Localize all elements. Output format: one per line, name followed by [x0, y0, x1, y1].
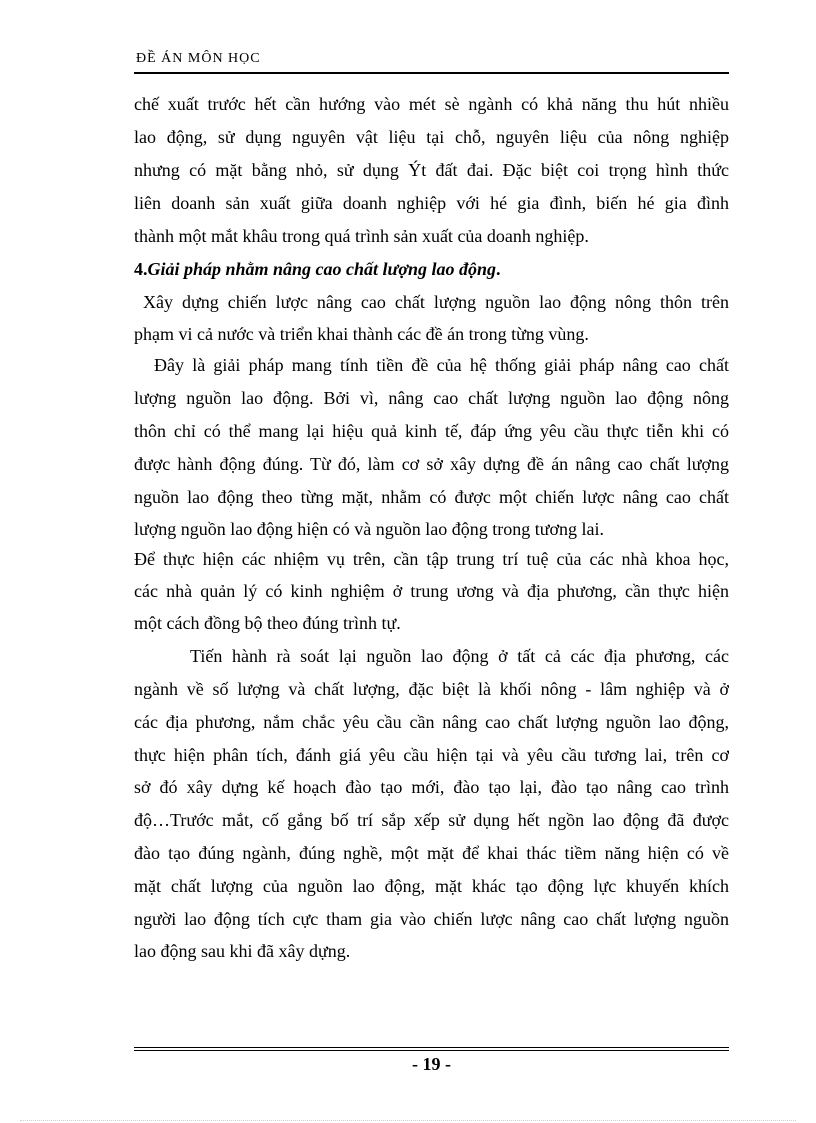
- body-line: Tiến hành rà soát lại nguồn lao động ở tất cả các địa phương, các: [190, 646, 729, 666]
- body-line: lao động, sử dụng nguyên vật liệu tại chỗ, nguyên liệu của nông nghiệp: [134, 127, 729, 147]
- footer-rule-top: [134, 1047, 729, 1048]
- heading-number: 4.: [134, 259, 148, 279]
- footer-rule-bottom: [134, 1050, 729, 1051]
- body-line: nguồn lao động theo từng mặt, nhằm có được một chiến lược nâng cao chất: [134, 487, 729, 507]
- heading-end: .: [496, 259, 501, 279]
- body-line: được hành động đúng. Từ đó, làm cơ sở xây dựng đề án nâng cao chất lượng: [134, 454, 729, 474]
- body-line: sở đó xây dựng kế hoạch đào tạo mới, đào tạo lại, đào tạo nâng cao trình: [134, 777, 729, 797]
- body-line: thôn chỉ có thể mang lại hiệu quả kinh tế, đáp ứng yêu cầu thực tiễn khi có: [134, 421, 729, 441]
- page-number: - 19 -: [412, 1054, 451, 1074]
- page-boundary: [20, 1120, 796, 1121]
- body-line: mặt chất lượng của nguồn lao động, mặt khác tạo động lực khuyến khích: [134, 876, 729, 896]
- body-line: Để thực hiện các nhiệm vụ trên, cần tập trung trí tuệ của các nhà khoa học,: [134, 549, 729, 569]
- body-line: thành một mắt khâu trong quá trình sản xuất của doanh nghiệp.: [134, 226, 589, 246]
- body-line: các nhà quản lý có kinh nghiệm ở trung ương và địa phương, cần thực hiện: [134, 581, 729, 601]
- body-line: Xây dựng chiến lược nâng cao chất lượng nguồn lao động nông thôn trên: [134, 292, 729, 312]
- body-line: đào tạo đúng ngành, đúng nghề, một mặt để khai thác tiềm năng hiện có về: [134, 843, 729, 863]
- body-line: phạm vi cả nước và triển khai thành các đề án trong từng vùng.: [134, 324, 589, 344]
- body-line: một cách đồng bộ theo đúng trình tự.: [134, 613, 401, 633]
- body-line: lao động sau khi đã xây dựng.: [134, 941, 351, 961]
- section-heading: [134, 253, 729, 285]
- heading-title: Giải pháp nhằm nâng cao chất lượng lao động: [147, 259, 497, 279]
- body-line: người lao động tích cực tham gia vào chiến lược nâng cao chất lượng nguồn: [134, 909, 729, 929]
- page-header: [134, 50, 729, 74]
- body-line: độ…Trước mắt, cố gắng bố trí sắp xếp sử dụng hết ngồn lao động đã được: [134, 810, 729, 830]
- body-line: lượng nguồn lao động. Bởi vì, nâng cao chất lượng nguồn lao động nông: [134, 388, 729, 408]
- header-title: ĐỀ ÁN MÔN HỌC: [136, 51, 261, 66]
- body-line: liên doanh sản xuất giữa doanh nghiệp với hé gia đình, biến hé gia đình: [134, 193, 729, 213]
- body-line: thực hiện phân tích, đánh giá yêu cầu hiện tại và yêu cầu tương lai, trên cơ: [134, 745, 729, 765]
- body-line: chế xuất trước hết cần hướng vào mét sè ngành có khả năng thu hút nhiều: [134, 94, 729, 114]
- body-line: nhưng có mặt bằng nhỏ, sử dụng Ýt đất đai. Đặc biệt coi trọng hình thức: [134, 160, 729, 180]
- body-line: Đây là giải pháp mang tính tiền đề của hệ thống giải pháp nâng cao chất: [154, 355, 729, 375]
- body-line: ngành về số lượng và chất lượng, đặc biệt là khối nông - lâm nghiệp và ở: [134, 679, 729, 699]
- body-line: lượng nguồn lao động hiện có và nguồn lao động trong tương lai.: [134, 519, 604, 539]
- body-line: các địa phương, nắm chắc yêu cầu cần nâng cao chất lượng nguồn lao động,: [134, 712, 729, 732]
